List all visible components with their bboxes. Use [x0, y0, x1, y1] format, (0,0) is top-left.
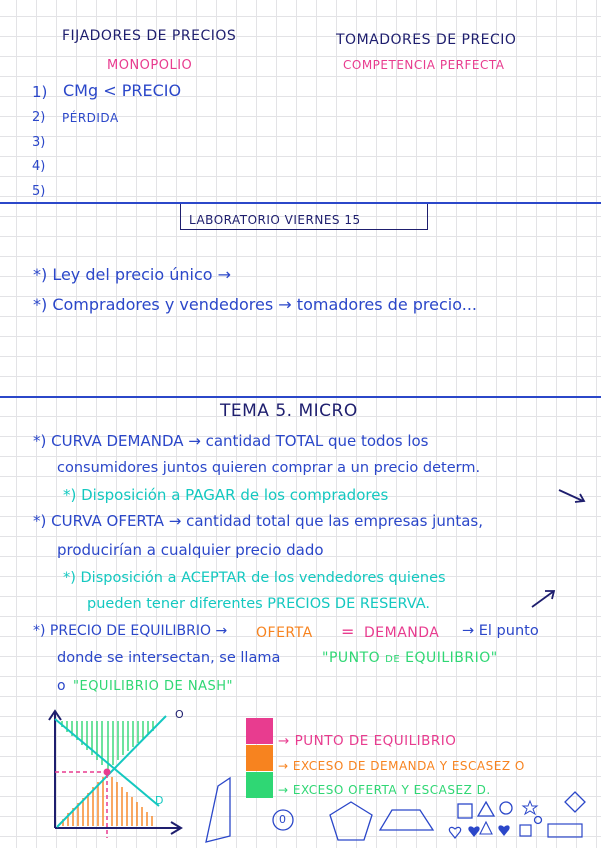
- square-icon: [458, 804, 472, 818]
- list-num-4: 4): [32, 159, 46, 174]
- parallelogram-icon: [206, 778, 230, 842]
- star-icon: [523, 801, 537, 814]
- heart-outline-icon: [449, 827, 460, 838]
- demanda-line-1: *) CURVA DEMANDA → cantidad TOTAL que todos los: [33, 432, 429, 450]
- rectangle-icon: [548, 824, 582, 837]
- oferta-sub-1: *) Disposición a ACEPTAR de los vendedores quienes: [63, 570, 446, 586]
- graph-label-d: D: [155, 794, 164, 807]
- list-item-2: PÉRDIDA: [62, 111, 119, 125]
- demanda-sub: *) Disposición a PAGAR de los compradores: [63, 486, 389, 504]
- small-circle-icon: [500, 802, 512, 814]
- graph-label-o: O: [175, 708, 184, 721]
- equilibrio-equals: =: [341, 622, 355, 641]
- demanda-line-2: consumidores juntos quieren comprar a un precio determ.: [57, 460, 481, 476]
- list-num-1: 1): [32, 83, 48, 101]
- list-num-5: 5): [32, 184, 46, 199]
- circle-icon-label: 0: [279, 813, 286, 826]
- competencia-label: COMPETENCIA PERFECTA: [343, 58, 505, 72]
- equilibrio-nash-quote: "EQUILIBRIO DE NASH": [73, 679, 233, 694]
- triangle-icon: [478, 802, 494, 816]
- tomadores-title: TOMADORES DE PRECIO: [336, 32, 517, 48]
- heart-filled-icon-2: [498, 825, 509, 836]
- legend-item-exceso-demanda: → EXCESO DE DEMANDA Y ESCASEZ O: [278, 759, 525, 773]
- equilibrio-oferta: OFERTA: [256, 625, 313, 641]
- list-item-1: CMg < PRECIO: [63, 81, 182, 100]
- equilibrio-suffix: → El punto: [462, 623, 539, 639]
- small-triangle-icon: [480, 822, 492, 834]
- diamond-icon: [565, 792, 585, 812]
- oferta-sub-2: pueden tener diferentes PRECIOS DE RESERVA.: [87, 596, 431, 612]
- lab-title: LABORATORIO VIERNES 15: [189, 213, 361, 227]
- fijadores-title: FIJADORES DE PRECIOS: [62, 28, 237, 44]
- oferta-line-1: *) CURVA OFERTA → cantidad total que las empresas juntas,: [33, 512, 483, 530]
- equilibrio-line-3-o: o: [57, 678, 66, 694]
- equilibrio-demanda: DEMANDA: [364, 625, 440, 641]
- legend-item-equilibrio: → PUNTO DE EQUILIBRIO: [278, 733, 457, 749]
- equilibrio-prefix: *) PRECIO DE EQUILIBRIO →: [33, 623, 228, 639]
- small-square-icon: [520, 825, 531, 836]
- punto-equilibrio-quote: "PUNTO de EQUILIBRIO": [322, 650, 498, 666]
- oferta-line-2: producirían a cualquier precio dado: [57, 541, 324, 559]
- list-num-2: 2): [32, 110, 46, 125]
- pentagon-icon: [330, 802, 372, 840]
- heart-filled-icon: [468, 826, 479, 837]
- list-num-3: 3): [32, 135, 46, 150]
- equilibrio-line-2: donde se intersectan, se llama: [57, 650, 281, 666]
- lab-bullet-2: *) Compradores y vendedores → tomadores de precio...: [33, 295, 477, 314]
- tema-title: TEMA 5. MICRO: [220, 401, 358, 421]
- trapezoid-icon: [380, 810, 433, 830]
- lab-bullet-1: *) Ley del precio único →: [33, 265, 232, 284]
- tiny-circle-icon: [535, 817, 542, 824]
- monopolio-label: MONOPOLIO: [107, 58, 193, 73]
- legend-item-exceso-oferta: → EXCESO OFERTA Y ESCASEZ D.: [278, 783, 491, 797]
